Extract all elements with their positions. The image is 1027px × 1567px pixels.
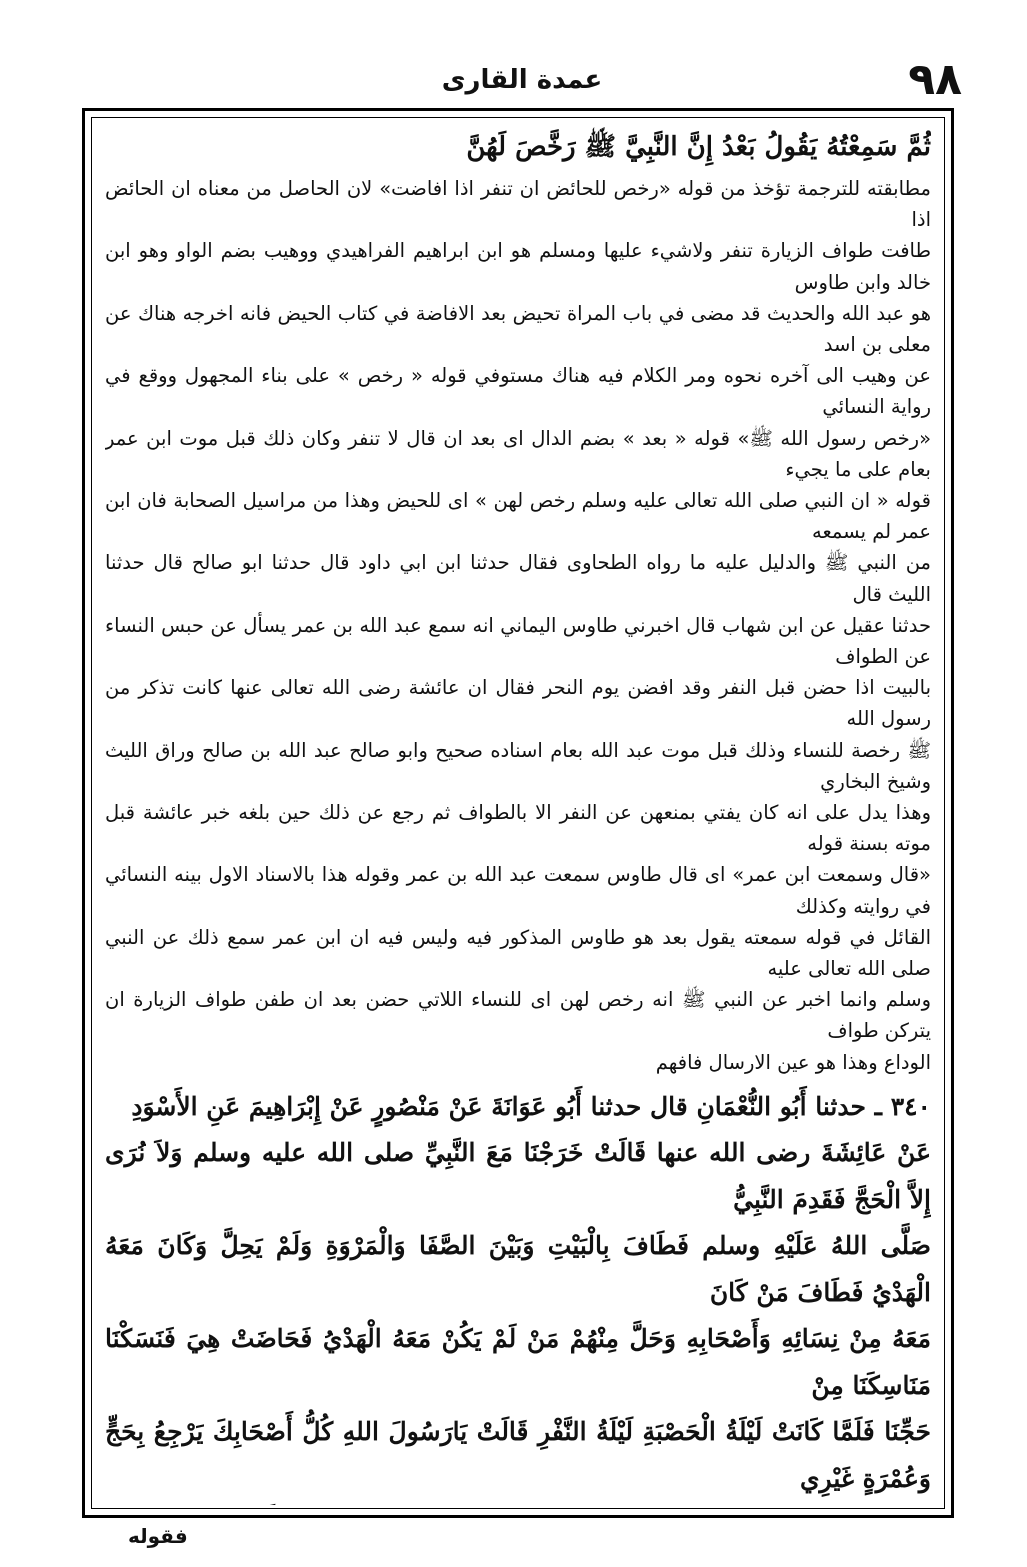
page-number: ٩٨ — [908, 54, 962, 105]
hadith-intro: ثُمَّ سَمِعْتُهُ يَقُولُ بَعْدُ إِنَّ النَّبِيَّ ﷺ رَخَّصَ لَهُنَّ — [466, 132, 931, 162]
catchword: فقوله — [128, 1524, 188, 1548]
page-header — [82, 54, 962, 106]
commentary-paragraph-1: مطابقته للترجمة تؤخذ من قوله «رخص للحائض ان تنفر اذا افاضت» لان الحاصل من معناه ان الحائض اذا طافت طواف الزيارة تنفر ولاشيء عليها ومسلم هو ابن ابراهيم الفراهيدي ووهيب بضم الواو وهو ابن خالد وابن طاوس هو عبد الله والحديث قد مضى في باب المراة تحيض بعد الافاضة في كتاب الحيض فانه اخرجه هناك عن معلى بن اسد عن وهيب الى آخره نحوه ومر الكلام فيه هناك مستوفي قوله « رخص » على بناء المجهول ووقع في رواية النسائي «رخص رسول الله ﷺ» قوله « بعد » بضم الدال اى بعد ان قال لا تنفر وكان ذلك قبل موت ابن عمر بعام على ما يجيء قوله « ان النبي صلى الله تعالى عليه وسلم رخص لهن » اى للحيض وهذا من مراسيل الصحابة فان ابن عمر لم يسمعه من النبي ﷺ والدليل عليه ما رواه الطحاوى فقال حدثنا ابن ابي داود قال حدثنا ابو صالح قال حدثنا الليث قال حدثنا عقيل عن ابن شهاب قال اخبرني طاوس اليماني انه سمع عبد الله بن عمر يسأل عن حبس النساء عن الطواف بالبيت اذا حضن قبل النفر وقد افضن يوم النحر فقال ان عائشة رضى الله تعالى عنها كانت تذكر من رسول الله ﷺ رخصة للنساء وذلك قبل موت عبد الله بعام اسناده صحيح وابو صالح عبد الله بن صالح وراق الليث وشيخ البخاري وهذا يدل على انه كان يفتي بمنعهن عن النفر الا بالطواف ثم رجع عن ذلك حين بلغه خبر عائشة قبل موته بسنة قوله «قال وسمعت ابن عمر» اى قال طاوس سمعت عبد الله بن عمر وقوله هذا بالاسناد الاول بينه النسائي في روايته وكذلك القائل في قوله سمعته يقول بعد هو طاوس المذكور فيه وليس فيه ان ابن عمر سمع ذلك عن النبي صلى الله تعالى عليه وسلم وانما اخبر عن النبي ﷺ انه رخص لهن اى للنساء اللاتي حضن بعد ان طفن طواف الزيارة ان يتركن طواف الوداع وهذا هو عين الارسال فافهم — [105, 177, 931, 1074]
running-title: عمدة القارى — [441, 65, 603, 95]
page-content — [105, 125, 931, 1505]
hadith-340: ٣٤٠ ـ حدثنا أَبُو النُّعْمَانِ قال حدثنا أَبُو عَوَانَةَ عَنْ مَنْصُورٍ عَنْ إِبْرَاهِيمَ عَنِ الأَسْوَدِ عَنْ عَائِشَةَ رضى الله عنها قَالَتْ خَرَجْنَا مَعَ النَّبِيِّ صلى الله عليه وسلم وَلاَ نُرَى إِلاَّ الْحَجَّ فَقَدِمَ النَّبِيُّ صَلَّى اللهُ عَلَيْهِ وسلم فَطَافَ بِالْبَيْتِ وَبَيْنَ الصَّفَا وَالْمَرْوَةِ وَلَمْ يَحِلَّ وَكَانَ مَعَهُ الْهَدْيُ فَطَافَ مَنْ كَانَ مَعَهُ مِنْ نِسَائِهِ وَأَصْحَابِهِ وَحَلَّ مِنْهُمْ مَنْ لَمْ يَكُنْ مَعَهُ الْهَدْيُ فَحَاضَتْ هِيَ فَنَسَكْنَا مَنَاسِكَنَا مِنْ حَجِّنَا فَلَمَّا كَانَتْ لَيْلَةُ الْحَصْبَةِ لَيْلَةُ النَّفْرِ قَالَتْ يَارَسُولَ اللهِ كُلُّ أَصْحَابِكَ يَرْجِعُ بِحَجٍّ وَعُمْرَةٍ غَيْرِي — [105, 1091, 931, 1493]
page-frame — [82, 108, 954, 1518]
